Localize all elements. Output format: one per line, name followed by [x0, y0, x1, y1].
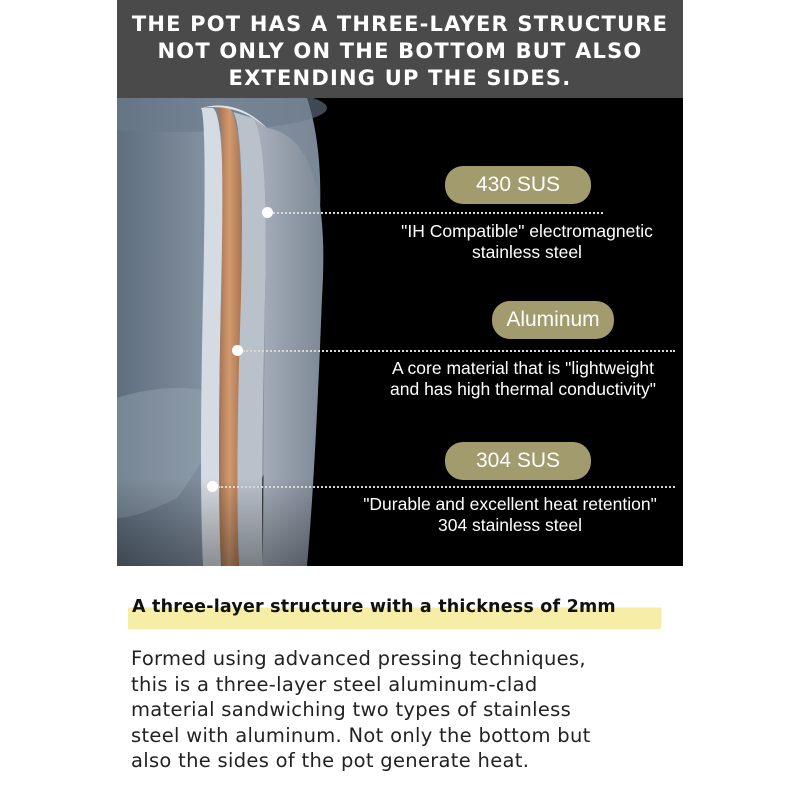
- leader-line: [273, 212, 603, 214]
- section-subheading: [128, 593, 661, 629]
- layer-label-text: Aluminum: [506, 308, 600, 331]
- description-line: 304 stainless steel: [438, 515, 582, 535]
- layer-label-304-sus: [445, 442, 591, 480]
- layer-description-304-sus: [339, 494, 681, 536]
- header-line: EXTENDING UP THE SIDES.: [228, 66, 572, 90]
- body-line: Formed using advanced pressing techniques,: [131, 647, 586, 670]
- description-line: "Durable and excellent heat retention": [363, 494, 657, 514]
- layer-marker-dot: [207, 481, 218, 492]
- description-line: stainless steel: [472, 242, 582, 262]
- body-line: material sandwiching two types of stainless: [131, 698, 572, 721]
- layer-label-aluminum: [492, 301, 614, 339]
- layer-marker-dot: [262, 207, 273, 218]
- pot-cross-section-visual: [117, 98, 683, 566]
- layer-description-430-sus: [379, 221, 675, 263]
- body-line: this is a three-layer steel aluminum-clad: [131, 672, 538, 696]
- header-banner: [117, 0, 683, 98]
- header-line: NOT ONLY ON THE BOTTOM BUT ALSO: [157, 39, 643, 63]
- layer-label-text: 430 SUS: [475, 173, 561, 196]
- description-line: and has high thermal conductivity": [390, 379, 656, 399]
- header-line: THE POT HAS A THREE-LAYER STRUCTURE: [131, 12, 669, 36]
- layer-label-text: 304 SUS: [475, 449, 561, 472]
- leader-line: [243, 350, 675, 352]
- leader-line: [218, 486, 675, 488]
- body-line: also the sides of the pot generate heat.: [131, 749, 530, 772]
- description-line: "IH Compatible" electromagnetic: [401, 221, 653, 241]
- layer-marker-dot: [232, 345, 243, 356]
- body-paragraph: [131, 646, 671, 774]
- layer-description-aluminum: [365, 358, 681, 400]
- subheading-text: A three-layer structure with a thickness of 2mm: [132, 597, 616, 617]
- description-line: A core material that is "lightweight: [391, 358, 655, 378]
- layer-label-430-sus: [445, 166, 591, 204]
- body-line: steel with aluminum. Not only the bottom but: [131, 723, 591, 747]
